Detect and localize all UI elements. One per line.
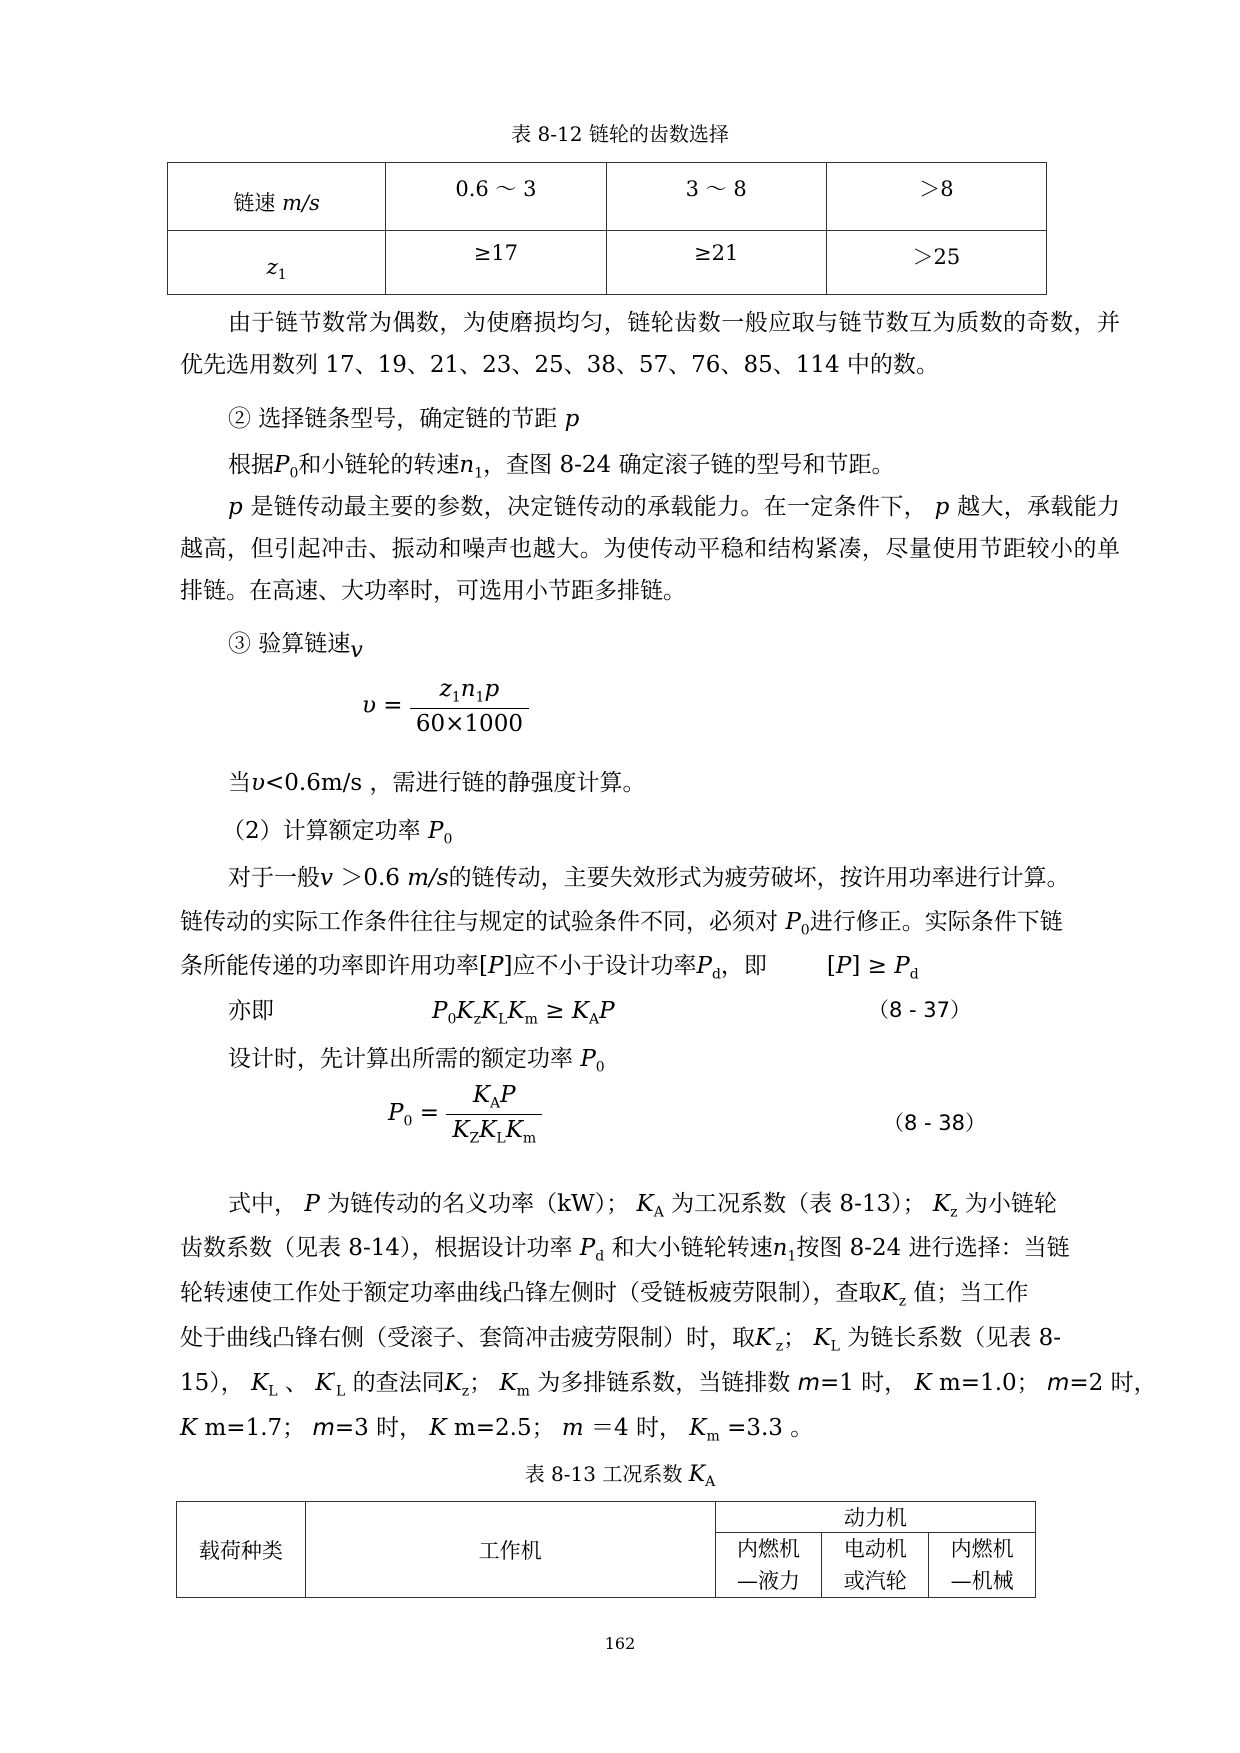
paragraph-rated-power-line1: 对于一般v ＞0.6 m/s的链传动，主要失效形式为疲劳破坏，按许用功率进行计算。 bbox=[228, 865, 1070, 891]
table-header-machine: 工作机 bbox=[305, 1502, 715, 1598]
table-header-col1: 内燃机 —液力 bbox=[715, 1533, 822, 1598]
table-cell: ＞25 bbox=[826, 231, 1046, 295]
paragraph-symbols-line5: 15）， $K_L$ 、 $K'_L$ 的查法同$K_z$； $K_m$ 为多排链系数，当链排数 m=1 时， K m=1.0； m=2 时， bbox=[180, 1370, 1157, 1400]
paragraph-symbols-line6: K m=1.7； m=3 时， K m=2.5； m ＝4 时， $K_m =3.3$ 。 bbox=[180, 1415, 814, 1445]
table-8-12 bbox=[167, 162, 1047, 295]
equation-8-38-label: （8 - 38） bbox=[883, 1111, 987, 1135]
paragraph-chart-lookup: 根据$P_0$和小链轮的转速$n_1$，查图 8-24 确定滚子链的型号和节距。 bbox=[228, 452, 895, 482]
paragraph-rated-power-line3: 条所能传递的功率即许用功率[P]应不小于设计功率$P_d$，即 $[P] \ge P_d$ bbox=[180, 953, 919, 983]
section-2-heading: （2）计算额定功率 $P_0$ bbox=[222, 818, 453, 848]
paragraph-symbols-line2: 齿数系数（见表 8-14），根据设计功率 $P_d$ 和大小链轮转速$n_1$按图 8-24 进行选择：当链 bbox=[180, 1235, 1070, 1265]
table-8-13-caption: 表 8-13 工况系数 $K_A$ bbox=[524, 1462, 716, 1490]
step-3-heading: ③ 验算链速$_v$ bbox=[228, 631, 363, 663]
paragraph-symbols-line4: 处于曲线凸锋右侧（受滚子、套筒冲击疲劳限制）时，取$K'_z$； $K_L$ 为链长系数（见表 8- bbox=[180, 1325, 1061, 1355]
equation-8-37-label: （8 - 37） bbox=[868, 998, 972, 1022]
paragraph-symbols-line3: 轮转速使工作处于额定功率曲线凸锋左侧时（受链板疲劳限制），查取$K_z$ 值；当工作 bbox=[180, 1280, 1029, 1310]
paragraph-tooth-selection: 由于链节数常为偶数，为使磨损均匀，链轮齿数一般应取与链节数互为质数的奇数，并优先选用数列 17、19、21、23、25、38、57、76、85、114 中的数。 bbox=[180, 310, 1120, 378]
table-header-load-type: 载荷种类 bbox=[177, 1502, 306, 1598]
table-cell: ≥21 bbox=[606, 231, 826, 295]
formula-chain-speed: υ = $\frac{z_1n_1p}{60\times 1000}$ bbox=[362, 676, 529, 737]
paragraph-symbols-line1: 式中， P 为链传动的名义功率（kW）； $K_A$ 为工况系数（表 8-13）； $K_z$ 为小链轮 bbox=[228, 1191, 1057, 1221]
paragraph-speed-check: 当υ<0.6m/s ，需进行链的静强度计算。 bbox=[228, 770, 646, 796]
table-cell: 3 ～ 8 bbox=[606, 163, 826, 231]
paragraph-pitch: p 是链传动最主要的参数，决定链传动的承载能力。在一定条件下， p 越大，承载能力越高，但引起冲击、振动和噪声也越大。为使传动平稳和结构紧凑，尽量使用节距较小的单排链。在高速、大功率时，可选用小节距多排链。 bbox=[180, 494, 1121, 604]
table-cell: 0.6 ～ 3 bbox=[386, 163, 606, 231]
design-line: 设计时，先计算出所需的额定功率 $P_0$ bbox=[228, 1046, 605, 1076]
page-number: 162 bbox=[604, 1634, 636, 1653]
table-cell: ＞8 bbox=[826, 163, 1046, 231]
table-header-col3: 内燃机 —机械 bbox=[929, 1533, 1036, 1598]
paragraph-rated-power-line2: 链传动的实际工作条件往往与规定的试验条件不同，必须对 $P_0$进行修正。实际条件下链 bbox=[180, 909, 1063, 939]
equation-8-37: 亦即 $P_0K_zK_LK_m \ge K_AP$ bbox=[228, 998, 615, 1028]
table-header-col2: 电动机 或汽轮 bbox=[822, 1533, 929, 1598]
table-row-label: 链速 m/s bbox=[168, 163, 386, 231]
table-8-13 bbox=[176, 1501, 1036, 1598]
step-2-heading: ② 选择链条型号，确定链的节距 p bbox=[228, 406, 580, 432]
table-cell: ≥17 bbox=[386, 231, 606, 295]
table-8-12-caption: 表 8-12 链轮的齿数选择 bbox=[511, 122, 729, 146]
table-header-power: 动力机 bbox=[715, 1502, 1035, 1533]
table-row-label: $z_1$ bbox=[168, 231, 386, 295]
equation-8-38: $P_0$ = $\frac{K_AP}{K_ZK_LK_m}$ bbox=[388, 1082, 542, 1146]
